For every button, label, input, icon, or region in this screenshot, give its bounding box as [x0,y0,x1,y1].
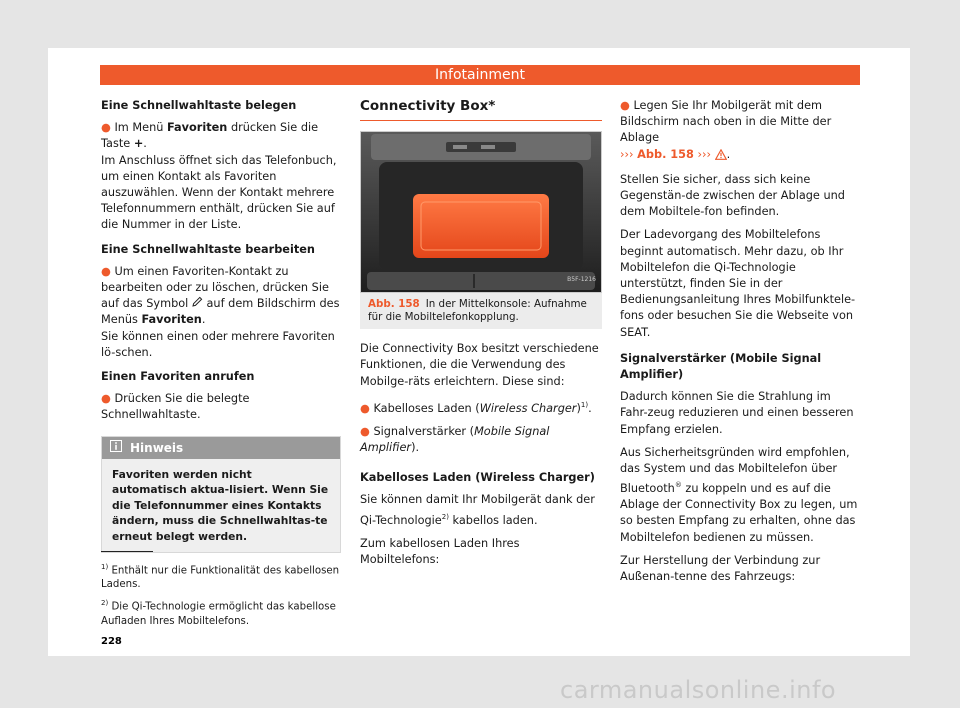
paragraph: ● Um einen Favoriten-Kontakt zu bearbeiten oder zu löschen, drücken Sie auf das Symbol auf dem Bildschirm des Menüs Favoriten. Sie können einen oder mehrere Favoriten lö-schen. [101,264,340,359]
info-icon [110,440,122,456]
paragraph: Die Connectivity Box besitzt verschiedene Funktionen, die die Verwendung des Mobilge-räts erleichtern. Diese sind: [360,342,599,388]
footnote: $^{2)}$ Die Qi-Technologie ermöglicht das kabellose Aufladen Ihres Mobiltelefons. [101,599,336,627]
figure-image [360,131,602,293]
paragraph: Aus Sicherheitsgründen wird empfohlen, das System und das Mobiltelefon über Bluetooth® zu koppeln und es auf die Ablage der Connectivity Box zu legen, um so besten Empfang zu erhalten, ohne das Mobiltelefon bedienen zu müssen. [620,445,858,544]
paragraph: ● Im Menü Favoriten drücken Sie die Taste +. Im Anschluss öffnet sich das Telefonbuch, um einen Kontakt als Favoriten auszuwählen. Wenn der Kontakt mehrere Telefonnummern enthält, drücken Sie auf die Nummer in der Liste. [101,121,337,232]
figure-caption: Abb. 158 In der Mittelkonsole: Aufnahme für die Mobiltelefonkopplung. [360,293,602,329]
plus-key: + [133,137,144,151]
paragraph: Sie können damit Ihr Mobilgerät dank der Qi-Technologie$^{2)}$ kabellos laden. [360,493,595,527]
bullet-icon: ● [360,424,374,438]
figure-label: Abb. 158 [368,298,420,311]
list-item: ● Signalverstärker (Mobile Signal Amplifier). [360,424,550,454]
column-left [101,98,341,553]
footnotes [101,560,341,633]
paragraph: Zum kabellosen Laden Ihres Mobiltelefons: [360,536,520,566]
image-code: B5F-1216 [567,276,596,283]
warning-icon[interactable] [715,149,727,165]
section-title: Connectivity Box* [360,98,602,121]
note-header: Hinweis [102,437,340,459]
paragraph: Dadurch können Sie die Strahlung im Fahr-zeug reduzieren und einen besseren Empfang erzielen. [620,390,854,436]
note-box [101,436,341,554]
paragraph: ● Drücken Sie die belegte Schnellwahltaste. [101,392,250,422]
watermark: carmanualsonline.info [560,676,837,704]
footnote: $^{1)}$ Enthält nur die Funktionalität des kabellosen Ladens. [101,563,340,591]
heading-edit-speed-dial: Eine Schnellwahltaste bearbeiten [101,242,315,256]
heading-signal-amplifier: Signalverstärker (Mobile Signal Amplifier) [620,351,822,382]
page-number: 228 [101,636,122,647]
heading-call-favorite: Einen Favoriten anrufen [101,370,255,384]
bullet-icon: ● [101,392,115,406]
bullet-icon: ● [360,401,374,415]
paragraph: Stellen Sie sicher, dass sich keine Gegenstän-de zwischen der Ablage und dem Mobiltele-fon befinden. [620,172,845,219]
column-middle [360,98,602,575]
pencil-icon [192,297,203,310]
bullet-icon: ● [620,99,634,112]
list-item: ● Legen Sie Ihr Mobilgerät mit dem Bildschirm nach oben in die Mitte der Ablage ››› Abb. 158 ››› . [620,98,860,165]
paragraph: Der Ladevorgang des Mobiltelefons beginnt automatisch. Mehr dazu, ob Ihr Mobiltelefon die Qi-Technologie unterstützt, finden Sie in der Bedienungsanleitung Ihres Mobilfunktele-fons oder besuchen Sie die Webseite von SEAT. [620,228,856,339]
bullet-icon: ● [101,264,115,278]
footnote-divider [101,551,153,552]
list-item: ● Kabelloses Laden (Wireless Charger)$^{1)}$. [360,400,592,415]
heading-assign-speed-dial: Eine Schnellwahltaste belegen [101,99,297,112]
bullet-icon: ● [101,121,115,135]
figure-link[interactable]: Abb. 158 [637,147,694,161]
note-text: Favoriten werden nicht automatisch aktua-lisiert. Wenn Sie die Telefonnummer eines Kontakts ändern, muss die Schnellwahltas-te erneut belegt werden. [102,459,340,553]
heading-wireless-charger: Kabelloses Laden (Wireless Charger) [360,471,595,485]
paragraph: Zur Herstellung der Verbindung zur Außenan-tenne des Fahrzeugs: [620,553,821,584]
column-right [620,98,860,592]
section-header: Infotainment [100,65,860,85]
